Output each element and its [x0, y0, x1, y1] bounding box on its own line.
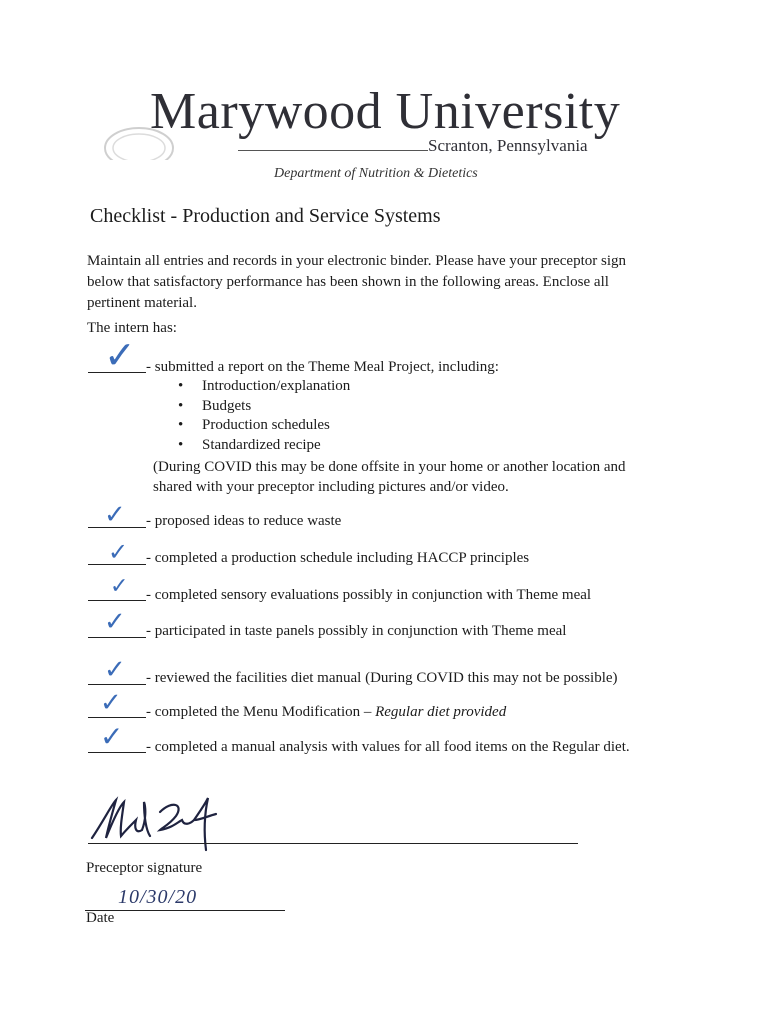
- checklist-item-8: - completed a manual analysis with values for all food items on the Regular diet.: [146, 739, 630, 755]
- item-italic-text: Regular diet provided: [375, 704, 507, 720]
- check-icon: ✓: [100, 688, 122, 718]
- date-label: Date: [86, 910, 115, 926]
- department-name: Department of Nutrition & Dietetics: [274, 166, 478, 181]
- check-blank-5: [88, 637, 146, 638]
- bullet-item: Standardized recipe: [202, 437, 321, 453]
- handwritten-date: 10/30/20: [118, 886, 198, 908]
- checklist-item-5: - participated in taste panels possibly in conjunction with Theme meal: [146, 623, 567, 639]
- check-icon: ✓: [104, 655, 126, 685]
- checklist-item-3: - completed a production schedule including HACCP principles: [146, 550, 530, 566]
- bullet-dot: •: [178, 378, 184, 394]
- preceptor-signature-label: Preceptor signature: [86, 860, 203, 876]
- bullet-dot: •: [178, 398, 184, 414]
- check-icon: ✓: [108, 538, 129, 566]
- covid-note-line: (During COVID this may be done offsite in your home or another location and: [153, 459, 626, 475]
- covid-note-line: shared with your preceptor including pictures and/or video.: [153, 479, 509, 495]
- bullet-item: Introduction/explanation: [202, 378, 351, 394]
- check-icon: ✓: [100, 720, 124, 753]
- item-text: - completed the Menu Modification –: [146, 704, 376, 720]
- checklist-item-2: - proposed ideas to reduce waste: [146, 513, 342, 529]
- checklist-item-7: [146, 704, 506, 721]
- check-icon: ✓: [104, 500, 126, 530]
- check-icon: ✓: [104, 607, 126, 637]
- checklist-item-4: - completed sensory evaluations possibly in conjunction with Theme meal: [146, 587, 592, 603]
- checklist-item-6: - reviewed the facilities diet manual (During COVID this may not be possible): [146, 670, 618, 686]
- preceptor-signature-image: [90, 790, 240, 870]
- university-name: Marywood University: [150, 83, 621, 140]
- university-location: Scranton, Pennsylvania: [428, 136, 588, 155]
- bullet-dot: •: [178, 417, 184, 433]
- header-rule: [238, 150, 428, 151]
- check-blank-4: [88, 600, 146, 601]
- page-title: Checklist - Production and Service Systems: [90, 205, 441, 227]
- intro-paragraph: Maintain all entries and records in your electronic binder. Please have your preceptor sign below that satisfactory performance has been shown in the following areas. Enclose all pertinent material.: [87, 253, 626, 311]
- intern-has-label: The intern has:: [87, 320, 177, 336]
- check-icon: ✓: [104, 333, 136, 377]
- check-icon: ✓: [110, 574, 129, 599]
- signature-line: [88, 843, 578, 844]
- bullet-item: Budgets: [202, 398, 252, 414]
- bullet-dot: •: [178, 437, 184, 453]
- date-line: [85, 910, 285, 911]
- checklist-item-1: - submitted a report on the Theme Meal Project, including:: [146, 359, 499, 375]
- bullet-item: Production schedules: [202, 417, 330, 433]
